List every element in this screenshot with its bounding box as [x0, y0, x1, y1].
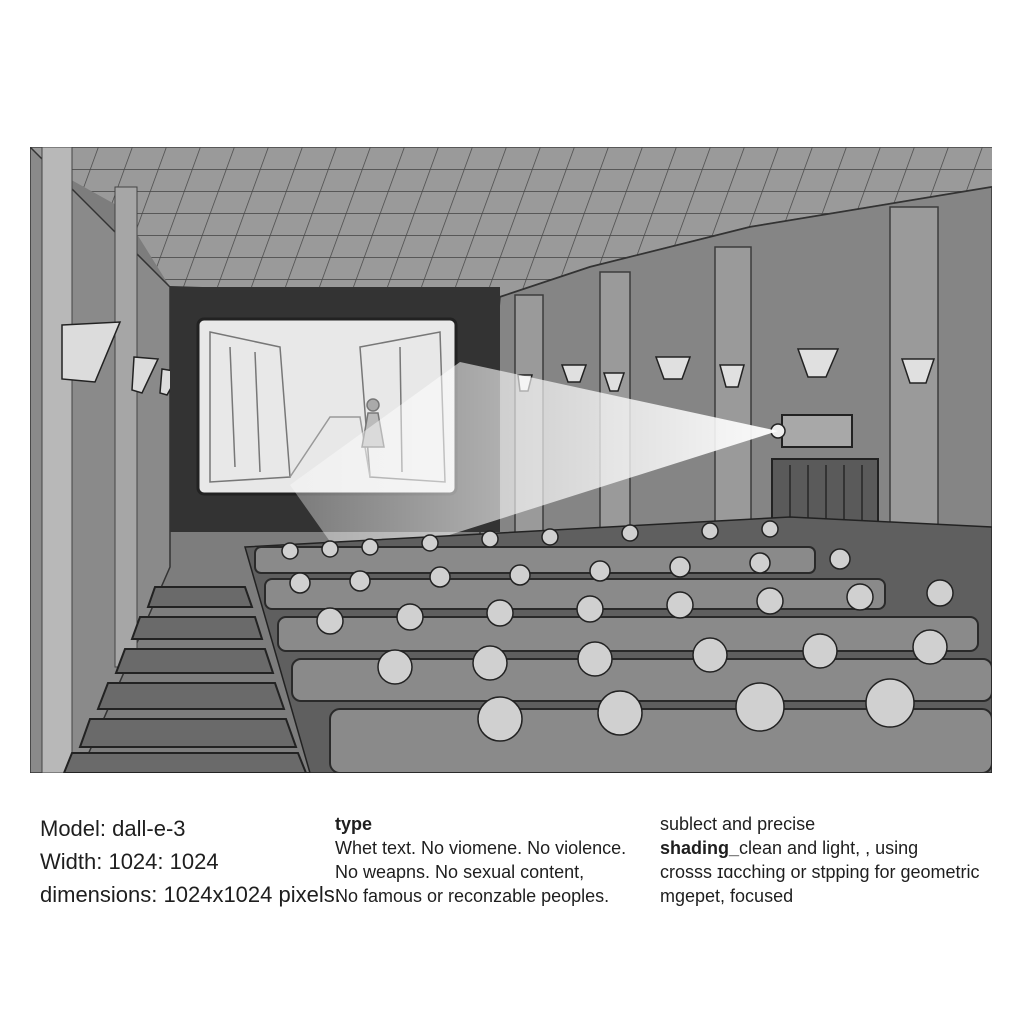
caption-style-line1: sublect and precise — [660, 814, 816, 834]
caption-type-heading: type — [335, 814, 373, 834]
caption-type-rules — [335, 812, 626, 908]
caption-width: Width: 1024: 1024 — [40, 849, 219, 874]
caption-style-line4: mgepet, focused — [660, 886, 794, 906]
projector — [782, 415, 852, 447]
caption-style-notes — [660, 812, 980, 908]
caption-rule-line: Whet text. No viomene. No violence. — [335, 838, 627, 858]
caption-shading-label: shading_ — [660, 838, 740, 858]
caption-shading-text: clean and light, , using — [739, 838, 919, 858]
caption-rule-line: No famous or reconzable peoples. — [335, 886, 610, 906]
caption-rule-line: No weapns. No sexual content, — [335, 862, 585, 882]
cinema-illustration — [30, 147, 992, 773]
caption-dimensions: dimensions: 1024x1024 pixels. — [40, 882, 341, 907]
caption-model: Model: dall-e-3 — [40, 816, 186, 841]
caption-style-line3: crosss ɪɑcching or stpping for geometric — [660, 862, 980, 882]
caption-model-info — [40, 812, 341, 911]
caption-style-line2 — [660, 836, 980, 860]
